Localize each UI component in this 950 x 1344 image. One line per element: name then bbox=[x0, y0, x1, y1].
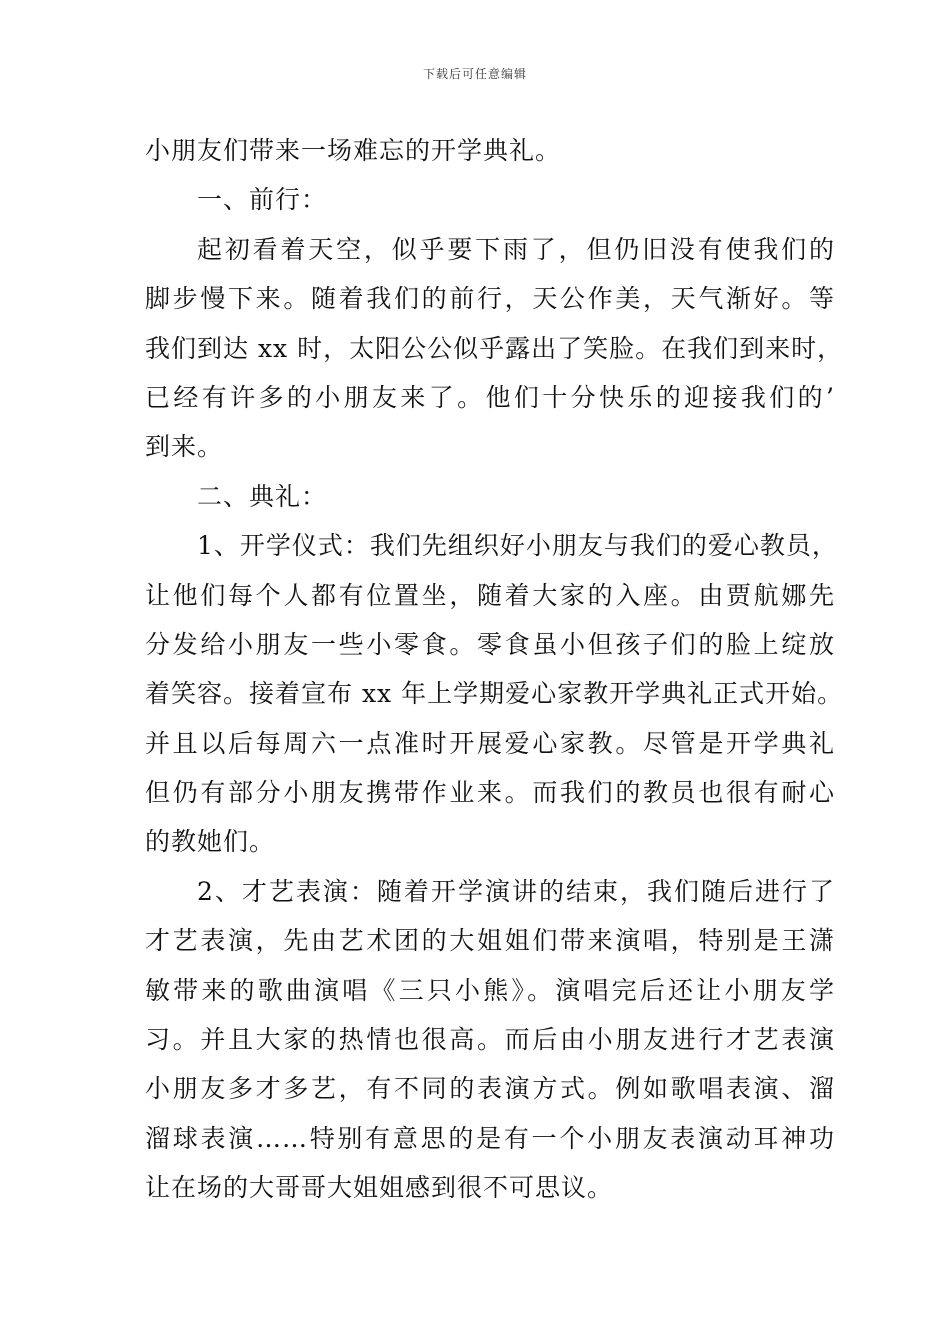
document-body bbox=[145, 126, 844, 1213]
text-line: 但仍有部分小朋友携带作业来。而我们的教员也很有耐心 bbox=[145, 778, 835, 808]
page-header: 下载后可任意编辑 bbox=[422, 67, 527, 81]
text-line: 二、典礼： bbox=[197, 481, 328, 511]
text-line: 着笑容。接着宣布 xx 年上学期爱心家教开学典礼正式开始。 bbox=[145, 679, 844, 709]
text-line: 小朋友多才多艺，有不同的表演方式。例如歌唱表演、溜 bbox=[145, 1074, 835, 1104]
text-line: 一、前行： bbox=[197, 185, 328, 215]
text-line: 让在场的大哥哥大姐姐感到很不可思议。 bbox=[145, 1173, 614, 1203]
text-line: 敏带来的歌曲演唱《三只小熊》。演唱完后还让小朋友学 bbox=[145, 975, 835, 1005]
text-line: 脚步慢下来。随着我们的前行，天公作美，天气渐好。等 bbox=[145, 284, 835, 314]
text-line: 的教她们。 bbox=[145, 827, 276, 857]
text-line: 已经有许多的小朋友来了。他们十分快乐的迎接我们的’ bbox=[145, 382, 835, 412]
text-line: 并且以后每周六一点准时开展爱心家教。尽管是开学典礼 bbox=[145, 728, 835, 758]
text-line: 才艺表演，先由艺术团的大姐姐们带来演唱，特别是王潇 bbox=[145, 926, 835, 956]
text-line: 我们到达 xx 时，太阳公公似乎露出了笑脸。在我们到来时， bbox=[145, 333, 844, 363]
text-line: 2、才艺表演：随着开学演讲的结束，我们随后进行了 bbox=[197, 876, 835, 906]
text-line: 小朋友们带来一场难忘的开学典礼。 bbox=[145, 136, 562, 165]
text-line: 1、开学仪式：我们先组织好小朋友与我们的爱心教员， bbox=[197, 531, 838, 561]
text-line: 分发给小朋友一些小零食。零食虽小但孩子们的脸上绽放 bbox=[145, 629, 835, 659]
text-line: 习。并且大家的热情也很高。而后由小朋友进行才艺表演 bbox=[145, 1025, 835, 1055]
text-line: 到来。 bbox=[145, 432, 224, 462]
text-line: 让他们每个人都有位置坐，随着大家的入座。由贾航娜先 bbox=[145, 580, 835, 610]
text-line: 起初看着天空，似乎要下雨了，但仍旧没有使我们的 bbox=[197, 234, 835, 264]
text-line: 溜球表演……特别有意思的是有一个小朋友表演动耳神功 bbox=[145, 1123, 835, 1153]
